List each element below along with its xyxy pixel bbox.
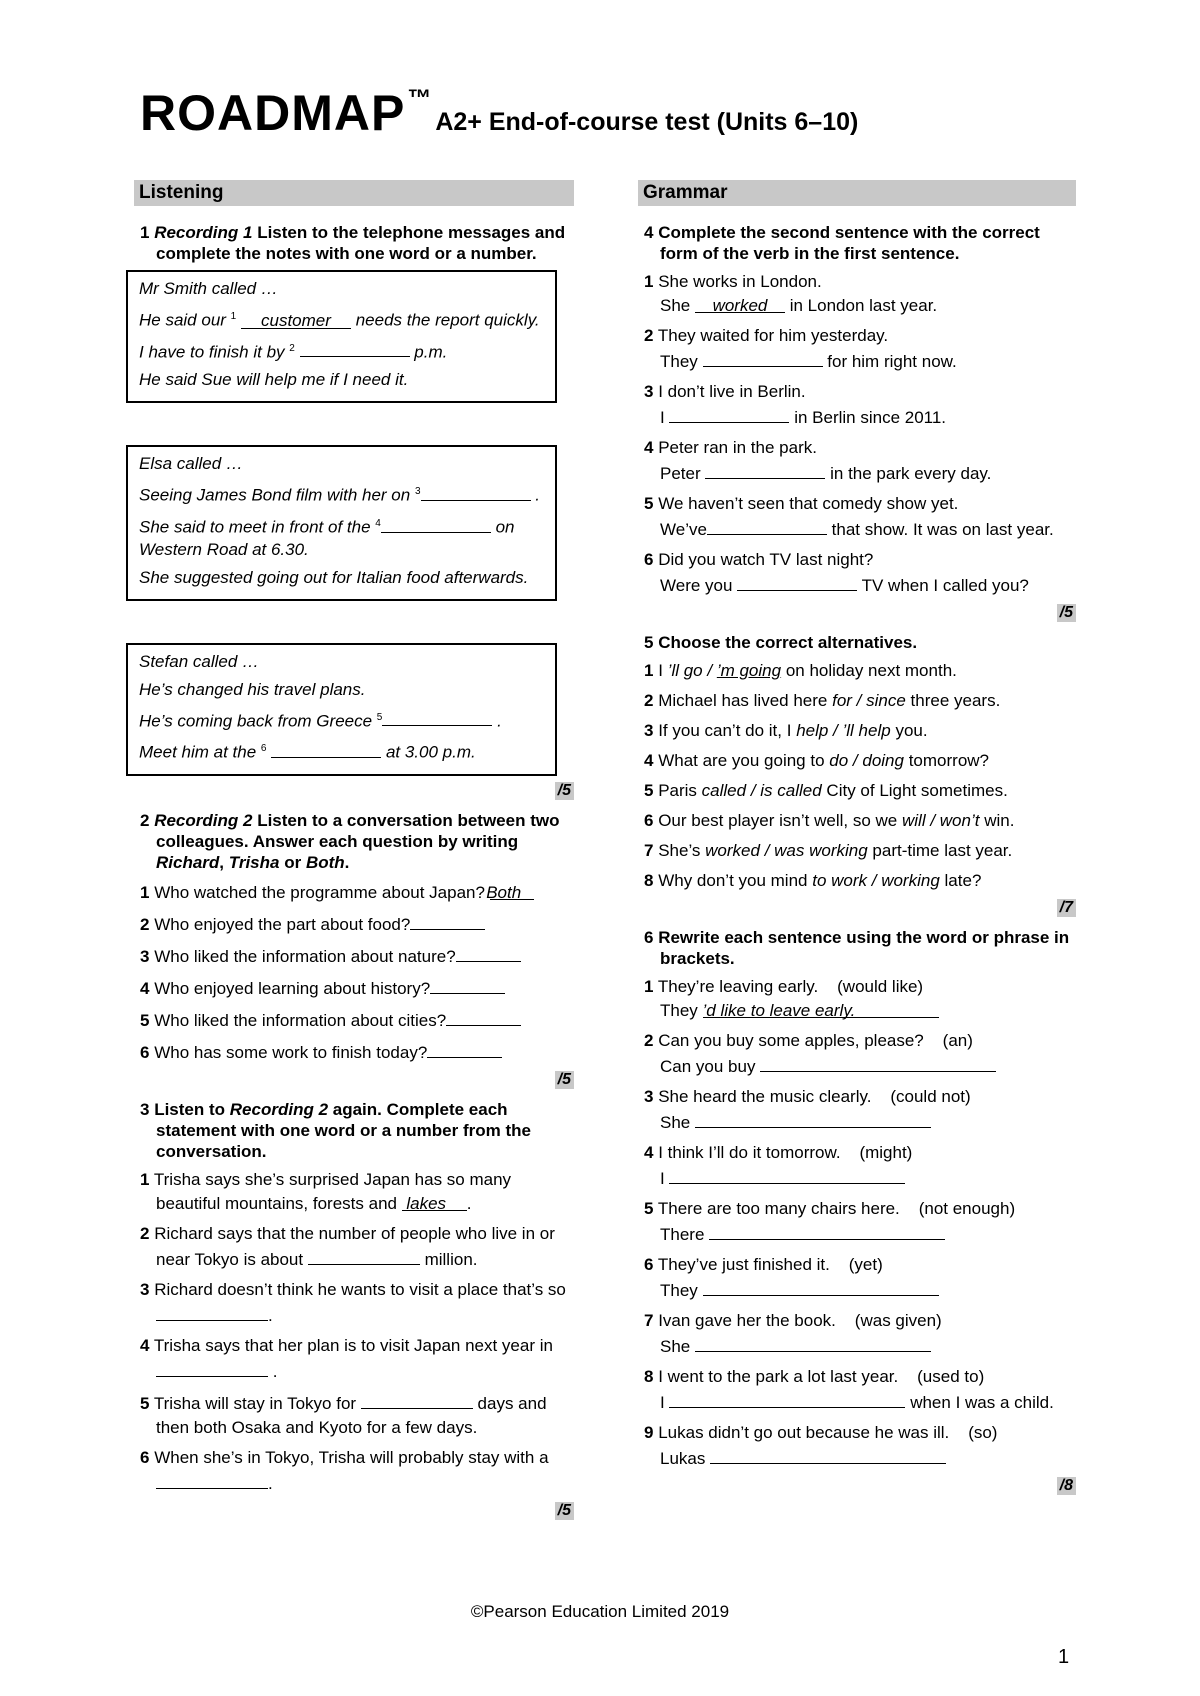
answer-blank[interactable] — [669, 404, 789, 423]
note-box-stefan — [126, 643, 557, 776]
answer-blank[interactable] — [271, 739, 381, 758]
q5-item: 3 If you can’t do it, I help / ’ll help you. — [644, 721, 928, 740]
page-title — [140, 84, 858, 142]
q5-item: 2 Michael has lived here for / since three years. — [644, 691, 1001, 710]
copyright-footer: ©Pearson Education Limited 2019 — [470, 1602, 730, 1621]
answer-blank[interactable] — [737, 572, 857, 591]
grammar-column — [638, 180, 1076, 1495]
q6-item: 2 Can you buy some apples, please? (an) Can you buy — [644, 1029, 1076, 1079]
q6-item: 7 Ivan gave her the book. (was given) She — [644, 1311, 942, 1356]
q2-item: 2 Who enjoyed the part about food? — [140, 911, 574, 937]
q5-item: 6 Our best player isn’t well, so we will / won’t win. — [644, 811, 1015, 830]
test-subtitle: A2+ End-of-course test (Units 6–10) — [435, 108, 859, 136]
answer-blank[interactable] — [707, 516, 827, 535]
q2-item: 5 Who liked the information about cities? — [140, 1007, 574, 1033]
answer-blank[interactable] — [382, 707, 492, 726]
answer-blank[interactable] — [669, 1389, 905, 1408]
answer-blank[interactable] — [710, 1445, 946, 1464]
page-number: 1 — [1058, 1646, 1070, 1668]
q5-instruction: 5 Choose the correct alternatives. — [644, 633, 918, 652]
note-line: He’s coming back from Greece $^5$ . — [139, 707, 544, 733]
q2-item: 1 Who watched the programme about Japan? Both — [140, 881, 574, 905]
answer-blank[interactable]: worked — [695, 294, 785, 313]
q4-score: /5 — [638, 604, 1076, 622]
q4-instruction: 4 Complete the second sentence with the correct form of the verb in the first sentence. — [644, 223, 1040, 263]
q6-item: 3 She heard the music clearly. (could not) She — [644, 1087, 971, 1132]
q3-item: 5 Trisha will stay in Tokyo for days and then both Osaka and Kyoto for a few days. — [140, 1390, 574, 1440]
q6-item: 5 There are too many chairs here. (not enough) There — [644, 1199, 1016, 1244]
q6-item: 8 I went to the park a lot last year. (used to) I when I was a child. — [644, 1367, 1054, 1412]
answer-blank[interactable] — [300, 338, 410, 357]
q3-item: 1 Trisha says she’s surprised Japan has so many beautiful mountains, forests and lakes . — [140, 1169, 512, 1213]
q1-instruction: 1 Recording 1 Listen to the telephone messages and complete the notes with one word or a number. — [140, 223, 566, 263]
note-line: Meet him at the $^6$ at 3.00 p.m. — [139, 738, 544, 764]
note-line: He said our $^1$ customer needs the report quickly. — [139, 310, 540, 330]
answer-blank[interactable] — [410, 911, 485, 930]
note-line: Stefan called … — [139, 651, 260, 671]
q4-item: 2 They waited for him yesterday. They for him right now. — [644, 326, 957, 371]
answer-blank[interactable] — [669, 1165, 905, 1184]
brand-name: ROADMAP — [140, 85, 406, 141]
answer-blank[interactable] — [308, 1246, 420, 1265]
answer-blank[interactable] — [703, 348, 823, 367]
q3-instruction: 3 Listen to Recording 2 again. Complete each statement with one word or a number from the conversation. — [140, 1099, 531, 1161]
q3-item: 4 Trisha says that her plan is to visit Japan next year in . — [140, 1335, 553, 1381]
q3-item: 3 Richard doesn’t think he wants to visit a place that’s so . — [140, 1279, 566, 1325]
q5-item: 7 She’s worked / was working part-time last year. — [644, 841, 1013, 860]
answer-blank[interactable] — [446, 1007, 521, 1026]
q3-item: 2 Richard says that the number of people who live in or near Tokyo is about million. — [140, 1223, 555, 1269]
answer-blank[interactable] — [381, 514, 491, 533]
q2-item: 3 Who liked the information about nature? — [140, 943, 574, 969]
note-line: He said Sue will help me if I need it. — [139, 370, 409, 390]
q3-score: /5 — [134, 1502, 574, 1520]
answer-blank[interactable] — [427, 1039, 502, 1058]
listening-header: Listening — [134, 180, 574, 206]
trademark-symbol: ™ — [407, 85, 432, 112]
q4-item: 6 Did you watch TV last night? Were you TV when I called you? — [644, 550, 1029, 595]
q2-instruction: 2 Recording 2 Listen to a conversation between two colleagues. Answer each question by writing Richard, Trisha or Both. — [140, 810, 560, 872]
note-line: I have to finish it by $^2$ p.m. — [139, 338, 544, 364]
answer-blank[interactable] — [709, 1221, 945, 1240]
note-line: Seeing James Bond film with her on $^3$ . — [139, 481, 544, 507]
note-line: Mr Smith called … — [139, 279, 278, 298]
q6-item: 9 Lukas didn’t go out because he was ill. (so) Lukas — [644, 1423, 998, 1468]
note-line: She said to meet in front of the $^4$ on Western Road at 6.30. — [139, 513, 544, 561]
note-box-mr-smith — [126, 270, 557, 403]
answer-blank[interactable] — [760, 1053, 996, 1072]
answer-blank[interactable] — [456, 943, 521, 962]
q5-item: 4 What are you going to do / doing tomorrow? — [644, 751, 990, 770]
answer-blank[interactable]: customer — [241, 310, 351, 329]
q4-item: 3 I don’t live in Berlin. I in Berlin since 2011. — [644, 382, 947, 427]
answer-blank[interactable] — [421, 482, 531, 501]
answer-blank[interactable]: lakes — [402, 1192, 467, 1211]
answer-blank[interactable]: Both — [490, 881, 534, 900]
q1-score: /5 — [134, 782, 574, 800]
note-line: Elsa called … — [139, 454, 243, 474]
q4-item: 5 We haven’t seen that comedy show yet. We’ve that show. It was on last year. — [644, 494, 1054, 539]
q5-score: /7 — [638, 899, 1076, 917]
answer-blank[interactable] — [430, 975, 505, 994]
answer-blank[interactable] — [703, 1277, 939, 1296]
answer-blank[interactable] — [156, 1358, 268, 1377]
answer-blank[interactable] — [695, 1109, 931, 1128]
q6-instruction: 6 Rewrite each sentence using the word or phrase in brackets. — [644, 928, 1070, 968]
answer-blank[interactable] — [705, 460, 825, 479]
grammar-header: Grammar — [638, 180, 1076, 206]
q3-item: 6 When she’s in Tokyo, Trisha will probably stay with a . — [140, 1447, 549, 1493]
q4-item: 1 She works in London. She worked in London last year. — [644, 272, 938, 315]
q6-score: /8 — [638, 1477, 1076, 1495]
answer-blank[interactable] — [361, 1390, 473, 1409]
selected-alternative[interactable]: ’m going — [716, 661, 782, 680]
note-line: She suggested going out for Italian food afterwards. — [139, 567, 529, 587]
answer-blank[interactable] — [695, 1333, 931, 1352]
q6-item: 1 They’re leaving early. (would like) They ’d like to leave early. — [644, 975, 1076, 1023]
q6-item: 4 I think I’ll do it tomorrow. (might) I — [644, 1143, 913, 1188]
q5-item: 5 Paris called / is called City of Light sometimes. — [644, 781, 1008, 800]
q5-item: 1 I ’ll go / ’m going on holiday next month. — [644, 661, 957, 680]
note-box-elsa — [126, 445, 557, 600]
q2-item: 6 Who has some work to finish today? — [140, 1039, 574, 1065]
q2-item: 4 Who enjoyed learning about history? — [140, 975, 574, 1001]
note-line: He’s changed his travel plans. — [139, 679, 366, 699]
q6-item: 6 They’ve just finished it. (yet) They — [644, 1253, 1076, 1303]
answer-blank[interactable] — [156, 1470, 268, 1489]
answer-blank[interactable] — [156, 1302, 268, 1321]
q5-item: 8 Why don’t you mind to work / working late? — [644, 871, 982, 890]
q2-score: /5 — [134, 1071, 574, 1089]
q4-item: 4 Peter ran in the park. Peter in the park every day. — [644, 438, 992, 483]
listening-column — [134, 180, 574, 1520]
answer-blank[interactable]: ’d like to leave early. — [703, 999, 939, 1018]
